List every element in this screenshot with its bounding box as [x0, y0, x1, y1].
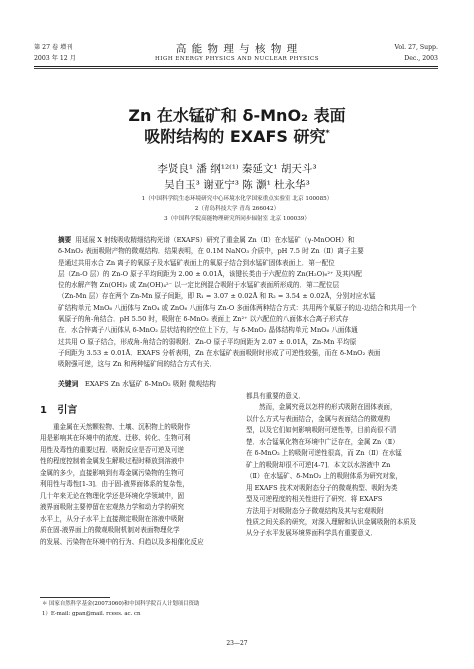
text-line: 从分子水平发展环境界面科学具有重要意义．: [246, 529, 377, 538]
text-line: 用 EXAFS 技术对吸附态分子的微观构型、吸附为类: [246, 483, 398, 492]
title-footnote-mark: *: [325, 128, 330, 138]
authors-line1: 李贤良¹ 潘 纲¹²⁽¹⁾ 秦延文¹ 胡天斗³: [157, 163, 317, 175]
affiliation-3: 3（中国科学院高能物理研究所同步辐射室 北京 100039）: [164, 216, 310, 222]
footnote-rule: [40, 597, 110, 598]
text-line: 用是影响其在环境中的浓度、迁移、转化、生物可利: [40, 434, 191, 443]
paper-title-line2: 吸附结构的 EXAFS 研究*: [144, 127, 330, 146]
text-line: 在 δ-MnO₂ 上的吸附可逆性很高，而 Zn（Ⅱ）在水锰: [246, 449, 402, 458]
abstract-line: 在．水合锌离子八面体从 δ-MnO₂ 层状结构的空位上下方，与 δ-MnO₂ 晶体结构单元 MnO₆ 八面体通: [58, 326, 358, 335]
left-column: [40, 422, 224, 548]
text-line: 楚．水合锰氧化物在环境中广泛存在，金属 Zn（Ⅱ）: [246, 437, 399, 446]
keywords: [58, 378, 216, 388]
paper-title-line1: Zn 在水锰矿和 δ-MnO₂ 表面: [128, 106, 346, 125]
abstract-line: 是通过共用水合 Zn 离子的氧原子及水锰矿表面上的氧原子结合到水锰矿固体表面上．第一配位: [58, 258, 335, 267]
section-title: 引言: [57, 405, 78, 416]
text-line: 矿上的吸附却很不可逆[4-7]．本文以水溶液中 Zn: [246, 460, 391, 469]
text-line: 型及可逆程度的相关性进行了研究．将 EXAFS: [246, 495, 383, 504]
text-line: （Ⅱ）在水锰矿、δ-MnO₂ 上的吸附体系为研究对象，: [246, 472, 402, 481]
journal-volume-en: Vol. 27, Supp.: [394, 44, 438, 51]
abstract-line: δ-MnO₂ 表面吸附产物的微观结构．结果表明，在 0.1M NaNO₃ 介质中，pH 7.5 时 Zn（Ⅱ）离子主要: [58, 247, 364, 256]
footnote-funding: ＊ 国家自然科学基金(20073060)和中国科学院百人计划项目资助: [42, 601, 200, 607]
header-rule-thin: [34, 68, 438, 69]
journal-volume: 第 27 卷 增刊: [34, 44, 73, 51]
abstract-line: 子间距为 3.53 ± 0.01Å．EXAFS 分析表明，Zn 在水锰矿表面吸附时形成了可逆性较强，而在 δ-MnO₂ 表面: [58, 348, 381, 357]
affiliation-1: 1（中国科学院生态环境研究中心环境水化学国家重点实验室 北京 100085）: [141, 196, 333, 202]
text-line: 都具有重要的意义．: [246, 392, 305, 400]
footnote-email: 1）E-mail: gpan@mail. rcees. ac. cn: [42, 611, 141, 617]
abstract-label: 摘要: [58, 236, 72, 244]
text-line: 型，以及它们如何影响吸附可逆性等，目前尚很不清: [246, 426, 397, 435]
keywords-label: 关键词: [58, 380, 79, 388]
abstract-line: 吸附强可逆，这与 Zn 和两种锰矿间的结合方式有关．: [58, 360, 217, 369]
text-line: 然而，金属究竟以怎样的形式吸附在固体表面，: [259, 403, 397, 412]
abstract-line: 过共用 O 原子结合，形成角-角结合的弱吸附．Zn-O 原子平均间距为 2.07 ± 0.01Å，Zn-Mn 平均原: [58, 337, 357, 346]
abstract-line: 位的水解产物 Zn(OH)₂ 或 Zn(OH)₄²⁻ 以一定比例混合吸附于水锰矿表面所形成的．第二配位层: [58, 281, 340, 290]
right-column: [246, 391, 436, 540]
text-line: 水平上，从分子水平上直接测定吸附在溶液中吸附: [40, 514, 185, 523]
abstract-line: 层（Zn-O 层）的 Zn-O 原子平均间距为 2.00 ± 0.01Å，该键长类由于六配位的 Zn(H₂O)₆²⁺ 及其四配: [58, 269, 362, 278]
text-line: 以什么方式与表面结合，金属与表面结合的微观构: [246, 414, 391, 423]
journal-date-en: Dec., 2003: [404, 55, 438, 62]
section-heading: [40, 401, 77, 416]
keywords-text: EXAFS Zn 水锰矿 δ-MnO₂ 吸附 微观结构: [84, 380, 216, 388]
header-rule: [34, 66, 438, 67]
abstract: [58, 235, 424, 371]
abstract-line: （Zn-Mn 层）存在两个 Zn-Mn 原子间距，即 R₁ = 3.07 ± 0.02Å 和 R₂ = 3.54 ± 0.02Å，分别对应水锰: [58, 292, 376, 301]
text-line: 的发展、污染物在环境中的行为、归趋以及多相催化反应: [40, 537, 204, 546]
text-line: 金属的多少，直接影响到有毒金属污染物的生物可: [40, 468, 185, 477]
text-line: 性质之间关系的研究，对深入理解和认识金属吸附的本质及: [246, 517, 417, 526]
text-line: 重金属在天然颗粒物、土壤、沉积物上的吸附作: [53, 423, 191, 431]
page-number: 23—27: [226, 640, 248, 647]
text-line: 方法用于对吸附态分子微观结构及其与宏观吸附: [246, 506, 384, 515]
text-line: 几十年来无论在物理化学还是环境化学领域中，固: [40, 491, 185, 500]
text-line: 性的程度控制着金属发生解吸过程时释放到溶液中: [40, 457, 185, 466]
section-number: 1: [40, 405, 47, 416]
authors-line2: 吴自玉³ 谢亚宁³ 陈 灏¹ 杜永华³: [164, 179, 310, 191]
text-line: 利用性与毒性[1-3]．由于固-液界面体系的复杂性，: [40, 480, 189, 489]
journal-title-en: HIGH ENERGY PHYSICS AND NUCLEAR PHYSICS: [154, 56, 320, 62]
journal-date: 2003 年 12 月: [34, 55, 76, 62]
text-line: 质在固-液界面上的微观吸附机制对表面物理化学: [40, 526, 180, 535]
text-line: 用性及毒性的重要过程．吸附反应是否可逆及可逆: [40, 445, 185, 454]
abstract-line: 氧原子的角-角结合．pH 5.50 时，吸附在 δ-MnO₂ 表面上 Zn²⁺ 以六配位的八面体水合离子形式存: [58, 315, 349, 324]
abstract-line: 摘要 用延展 X 射线吸收精细结构光谱（EXAFS）研究了重金属 Zn（Ⅱ）在水锰矿（γ-MnOOH）和: [58, 236, 355, 244]
text-line: 液界面吸附主要停留在宏观热力学和动力学的研究: [40, 503, 185, 512]
affiliation-2: 2（青岛科技大学 青岛 266042）: [194, 206, 280, 212]
journal-title-cn: 高 能 物 理 与 核 物 理: [175, 43, 299, 55]
abstract-line: 矿结构单元 MnO₆ 八面体与 ZnO₄ 或 ZnO₆ 八面体与 Zn-O 多面体两种结合方式：共用两个氧原子的边-边结合和共用一个: [58, 303, 417, 312]
